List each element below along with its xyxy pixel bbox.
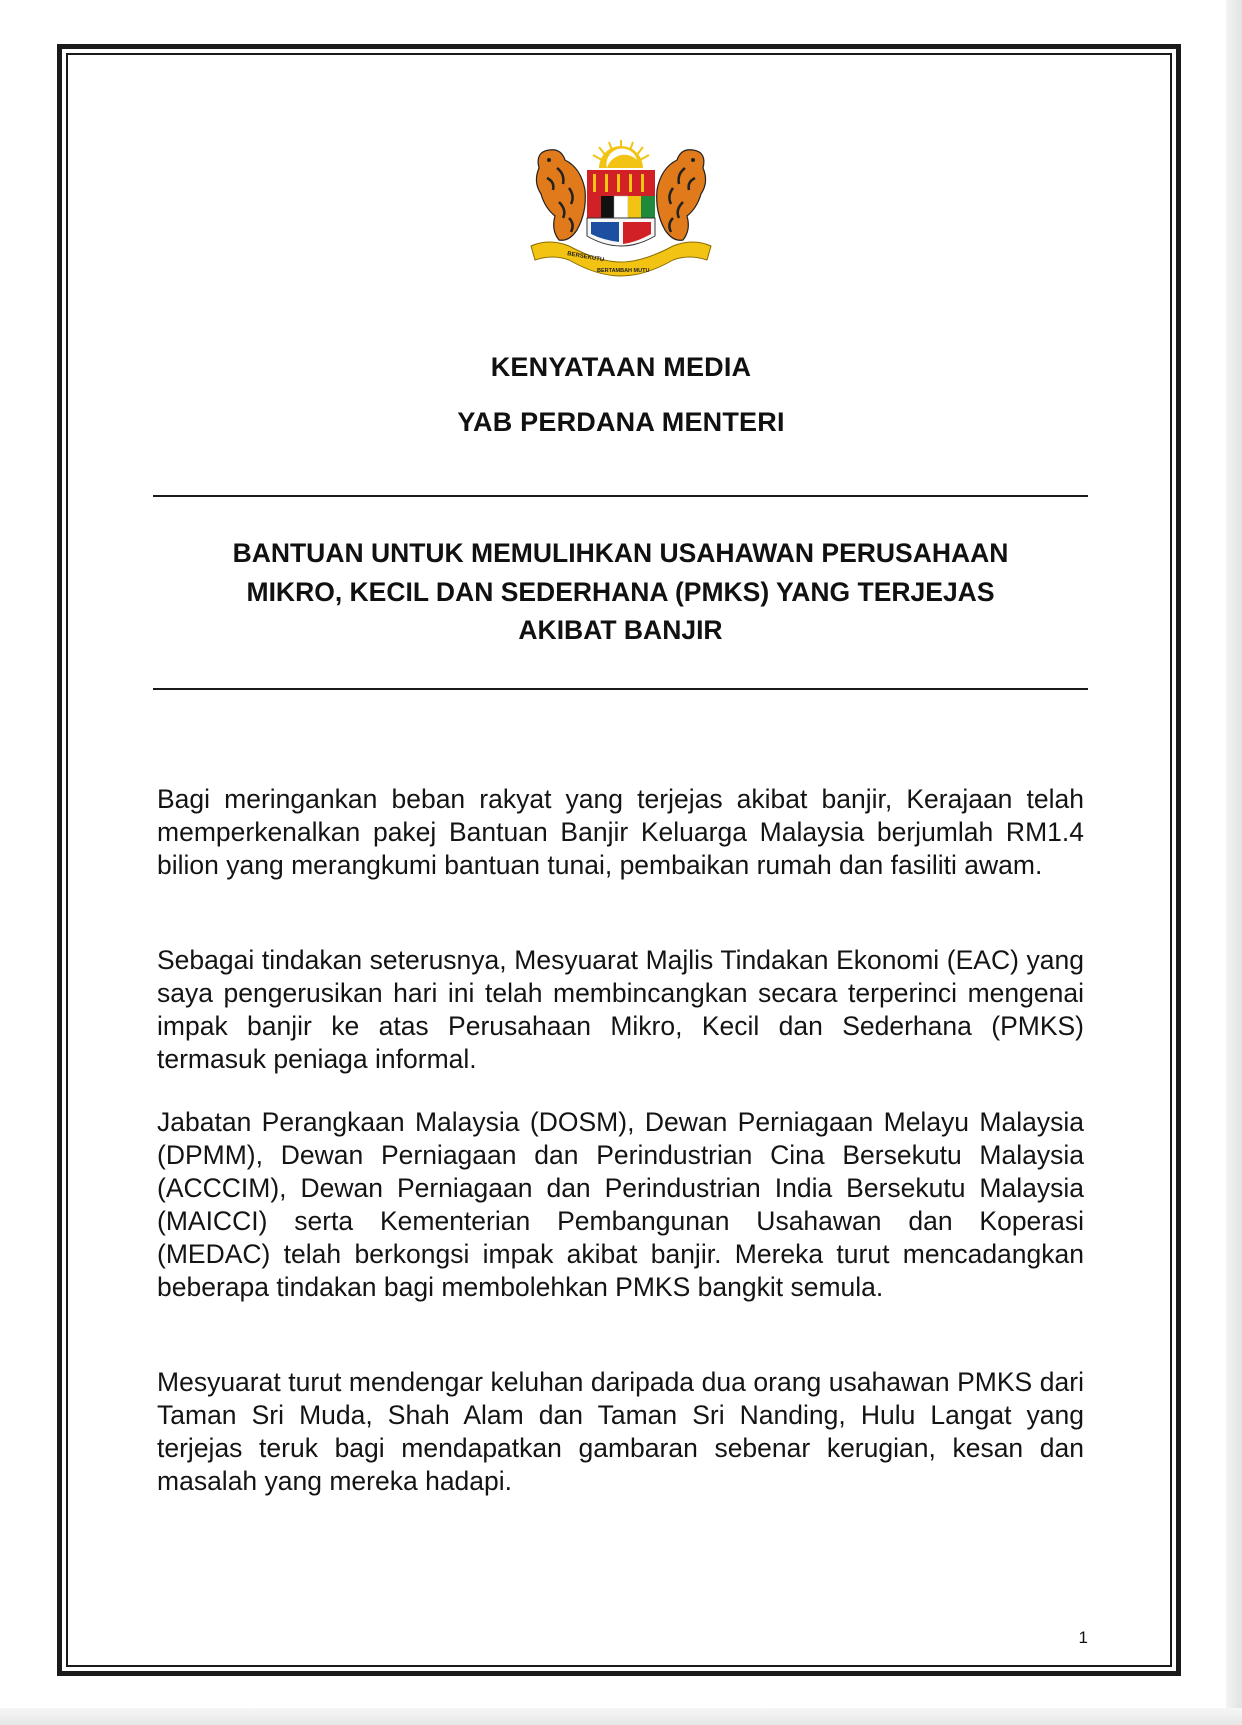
body-paragraph: Mesyuarat turut mendengar keluhan daripada dua orang usahawan PMKS dari Taman Sri Muda, Shah Alam dan Taman Sri Nanding, Hulu Langat yang terjejas teruk bagi mendapatkan gambaran sebenar kerugian, kesan dan masalah yang mereka hadapi. [157,1367,1084,1496]
crest-motto-left: BERSEKUTU [566,251,605,264]
malaysia-coat-of-arms-icon [529,138,713,284]
header-title-prime-minister: YAB PERDANA MENTERI [457,407,785,437]
subject-line: MIKRO, KECIL DAN SEDERHANA (PMKS) YANG TERJEJAS [246,576,995,607]
page-edge-shadow-bottom [0,1708,1242,1725]
body-paragraph: Bagi meringankan beban rakyat yang terjejas akibat banjir, Kerajaan telah memperkenalkan pakej Bantuan Banjir Keluarga Malaysia berjumlah RM1.4 bilion yang merangkumi bantuan tunai, pembaikan rumah dan fasiliti awam. [157,784,1084,880]
body-paragraph: Jabatan Perangkaan Malaysia (DOSM), Dewan Perniagaan Melayu Malaysia (DPMM), Dewan Perniagaan dan Perindustrian Cina Bersekutu Malaysia (ACCCIM), Dewan Perniagaan dan Perindustrian India Bersekutu Malaysia (MAICCI) serta Kementerian Pembangunan Usahawan dan Koperasi (MEDAC) telah berkongsi impak akibat banjir. Mereka turut mencadangkan beberapa tindakan bagi membolehkan PMKS bangkit semula. [157,1107,1084,1302]
page-number: 1 [1078,1628,1088,1647]
divider-top [153,495,1088,497]
page-edge-shadow-right [1226,0,1242,1725]
crest-motto-scroll [531,242,711,276]
crest-tiger-right [657,150,706,241]
divider-bottom [153,688,1088,690]
crest-shield-middle [587,196,655,218]
body-paragraph: Sebagai tindakan seterusnya, Mesyuarat Majlis Tindakan Ekonomi (EAC) yang saya pengerusikan hari ini telah membincangkan secara terperinci mengenai impak banjir ke atas Perusahaan Mikro, Kecil dan Sederhana (PMKS) termasuk peniaga informal. [157,945,1084,1074]
subject-line: AKIBAT BANJIR [518,615,723,645]
crest-tiger-left [536,150,585,241]
subject-line: BANTUAN UNTUK MEMULIHKAN USAHAWAN PERUSAHAAN [232,538,1009,568]
header-title-media-statement: KENYATAAN MEDIA [490,352,752,382]
crest-star [593,140,649,168]
subject-heading [153,534,1088,650]
crest-shield-top [587,170,655,196]
crest-motto-center: BERTAMBAH MUTU [597,268,650,274]
